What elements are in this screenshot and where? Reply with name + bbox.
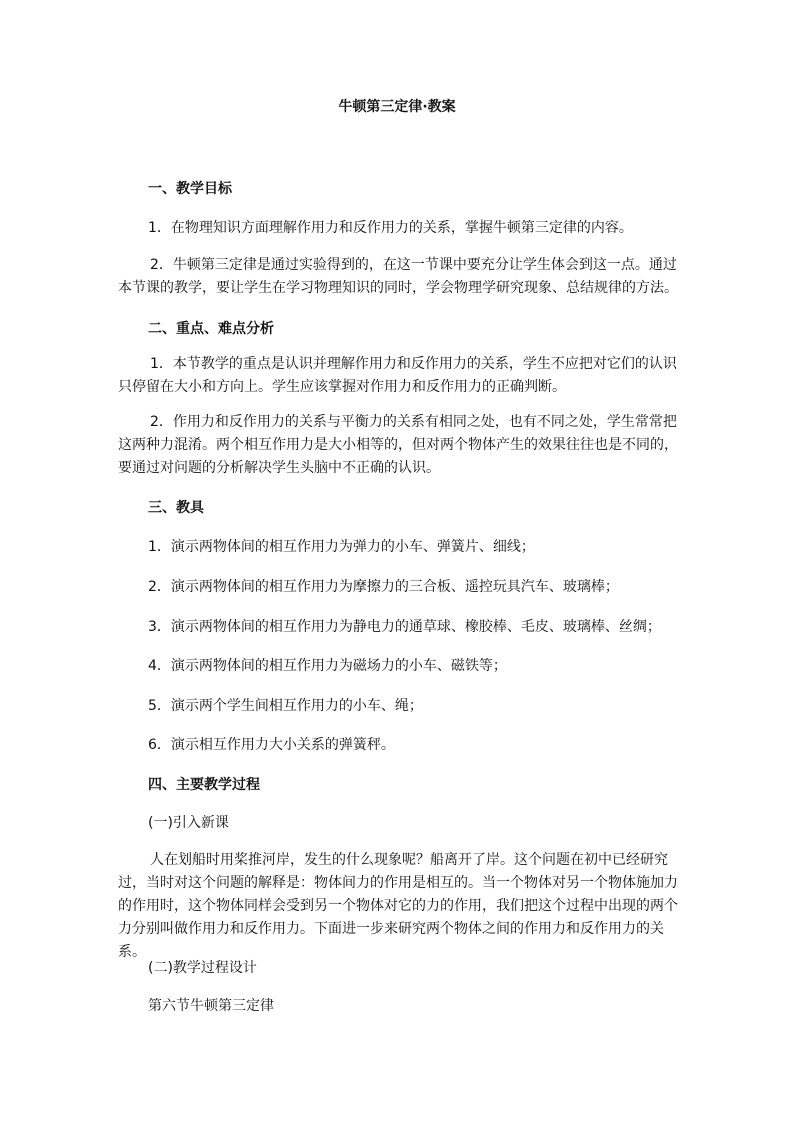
equipment-item-6: 6．演示相互作用力大小关系的弹簧秤。: [148, 737, 395, 753]
goal-1: 1．在物理知识方面理解作用力和反作用力的关系，掌握牛顿第三定律的内容。: [148, 220, 633, 236]
subheading-section6: 第六节牛顿第三定律: [148, 998, 274, 1014]
subheading-design: (二)教学过程设计: [148, 960, 257, 976]
keypoint-2: 2．作用力和反作用力的关系与平衡力的关系有相同之处，也有不同之处，学生常常把这两种力混淆。两个相互作用力是大小相等的，但对两个物体产生的效果往往也是不同的，要通过对问题的分析解决学生头脑中不正确的认识。: [118, 414, 678, 476]
intro-paragraph: 人在划船时用桨推河岸，发生的什么现象呢？船离开了岸。这个问题在初中已经研究过，当时对这个问题的解释是：物体间力的作用是相互的。当一个物体对另一个物体施加力的作用时，这个物体同样会受到另一个物体对它的力的作用，我们把这个过程中出现的两个力分别叫做作用力和反作用力。下面进一步来研究两个物体之间的作用力和反作用力的关系。: [118, 852, 678, 960]
equipment-item-5: 5．演示两个学生间相互作用力的小车、绳；: [148, 698, 423, 714]
equipment-item-2: 2．演示两物体间的相互作用力为摩擦力的三合板、遥控玩具汽车、玻璃棒；: [148, 579, 619, 595]
section-heading-equipment: 三、教具: [148, 500, 204, 516]
equipment-item-3: 3．演示两物体间的相互作用力为静电力的通草球、橡胶棒、毛皮、玻璃棒、丝绸；: [148, 619, 661, 635]
subheading-intro: (一)引入新课: [148, 815, 229, 831]
section-heading-keypoints: 二、重点、难点分析: [148, 321, 274, 337]
equipment-item-1: 1．演示两物体间的相互作用力为弹力的小车、弹簧片、细线；: [148, 539, 535, 555]
section-heading-goals: 一、教学目标: [148, 181, 232, 197]
section-heading-process: 四、主要教学过程: [148, 777, 260, 793]
goal-2: 2．牛顿第三定律是通过实验得到的，在这一节课中要充分让学生体会到这一点。通过本节课的教学，要让学生在学习物理知识的同时，学会物理学研究现象、总结规律的方法。: [118, 257, 678, 296]
page-title: 牛顿第三定律·教案: [338, 99, 456, 115]
equipment-item-4: 4．演示两物体间的相互作用力为磁场力的小车、磁铁等；: [148, 658, 507, 674]
keypoint-1: 1．本节教学的重点是认识并理解作用力和反作用力的关系，学生不应把对它们的认识只停留在大小和方向上。学生应该掌握对作用力和反作用力的正确判断。: [118, 356, 677, 395]
